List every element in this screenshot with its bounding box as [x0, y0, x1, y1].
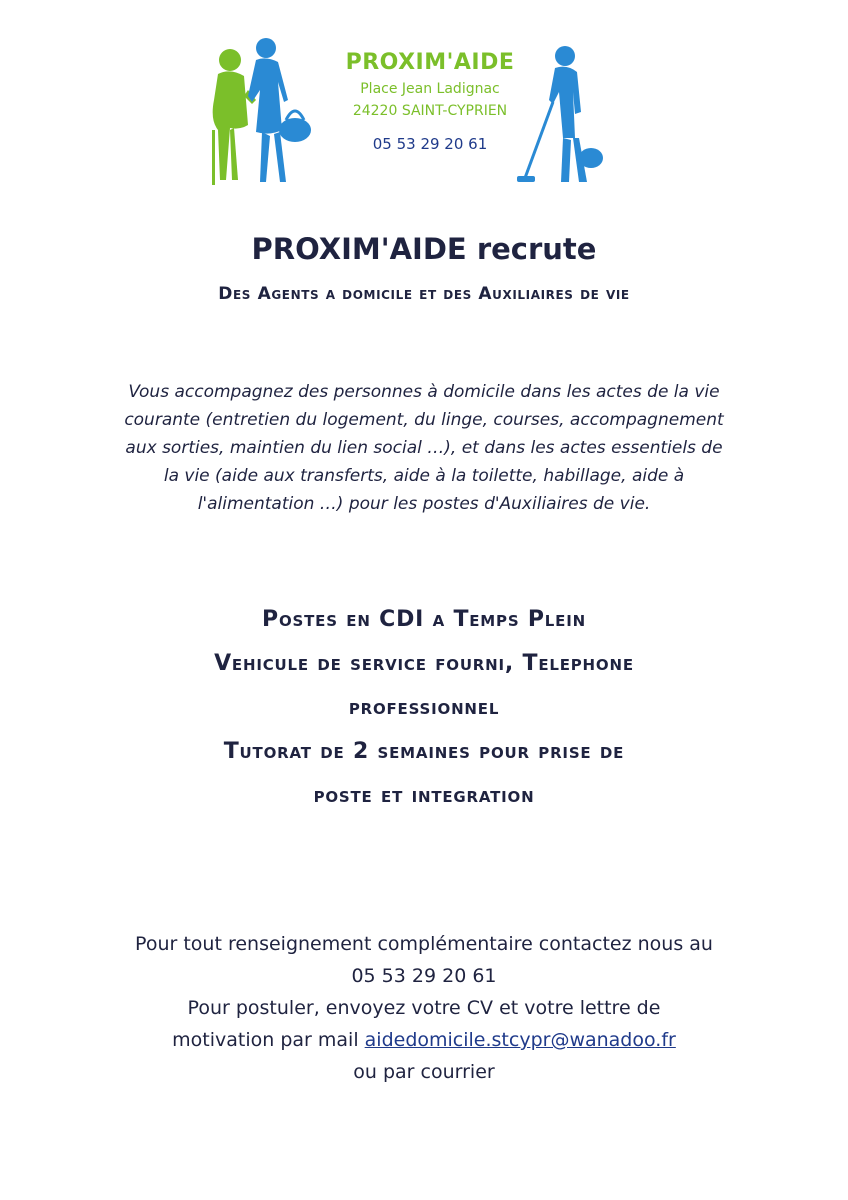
- page-title: PROXIM'AIDE recrute: [251, 232, 597, 266]
- offer-line: Vehicule de service fourni, Telephone: [214, 651, 634, 676]
- description-line: Vous accompagnez des personnes à domicile dans les actes de la vie: [128, 382, 720, 402]
- email-link[interactable]: aidedomicile.stcypr@wanadoo.fr: [364, 1029, 676, 1051]
- offer-line: Postes en CDI a Temps Plein: [262, 607, 586, 632]
- organization-name: PROXIM'AIDE: [345, 50, 515, 75]
- offer-line: professionnel: [348, 695, 500, 720]
- header: [0, 0, 848, 200]
- description-line: courante (entretien du logement, du linge, courses, accompagnement: [124, 410, 724, 430]
- apply-text: Pour postuler, envoyez votre CV et votre lettre de: [187, 997, 661, 1019]
- organization-phone: 05 53 29 20 61: [372, 135, 488, 153]
- mail-prefix: motivation par mail: [172, 1029, 359, 1051]
- mail-line: [90, 1024, 758, 1056]
- elderly-helper-figures-icon: [200, 30, 315, 190]
- contact-section: [90, 928, 758, 1088]
- page-subtitle: Des Agents a domicile et des Auxiliaires de vie: [218, 284, 630, 304]
- description-line: aux sorties, maintien du lien social …), et dans les actes essentiels de: [125, 438, 723, 458]
- offer-line: poste et integration: [313, 783, 535, 808]
- contact-phone: 05 53 29 20 61: [351, 965, 497, 987]
- address-line-2: 24220 SAINT-CYPRIEN: [352, 103, 508, 119]
- contact-info-text: Pour tout renseignement complémentaire contactez nous au: [135, 933, 713, 955]
- post-text: ou par courrier: [353, 1061, 495, 1083]
- address-line-1: Place Jean Ladignac: [360, 81, 500, 97]
- description-line: l'alimentation …) pour les postes d'Auxiliaires de vie.: [197, 494, 651, 514]
- offer-line: Tutorat de 2 semaines pour prise de: [223, 739, 625, 764]
- job-description: [104, 378, 744, 518]
- vacuum-cleaning-figure-icon: [515, 42, 605, 190]
- job-offers: [100, 598, 748, 818]
- description-line: la vie (aide aux transferts, aide à la toilette, habillage, aide à: [163, 466, 685, 486]
